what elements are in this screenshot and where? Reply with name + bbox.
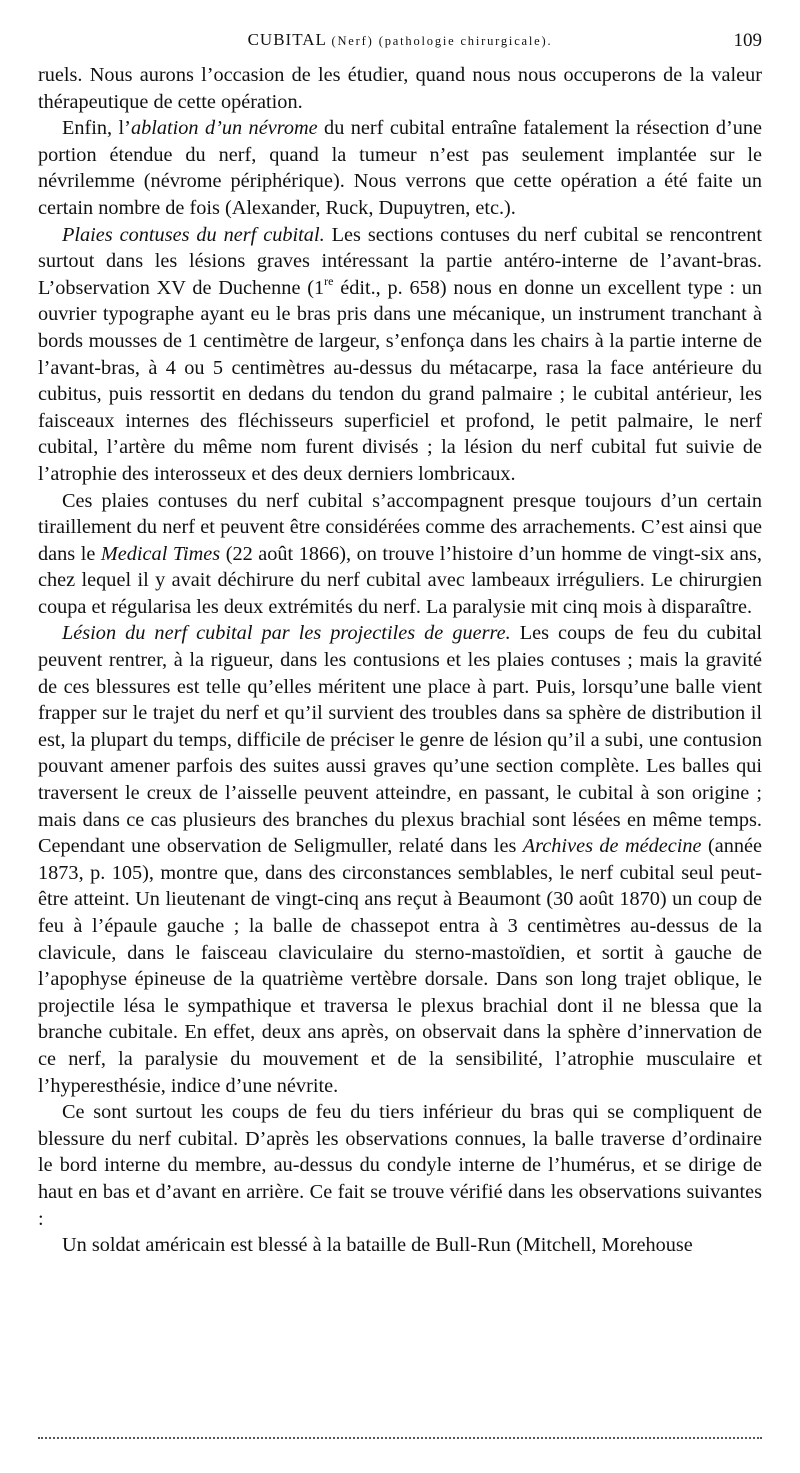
paragraph-4-text-a: Ces plaies contuses du nerf cubital s’accompagnent presque toujours d’un certain tiraillement du nerf et peuvent être considérées comme des arrachements. C’est ainsi que dans le [38, 489, 762, 565]
paragraph-6-text: Ce sont surtout les coups de feu du tiers inférieur du bras qui se compliquent de blessure du nerf cubital. D’après les observations connues, la balle traverse d’ordinaire le bord interne du membre, au-dessus du condyle interne de l’humérus, et se dirige de haut en bas et d’avant en arrière. Ce fait se trouve vérifié dans les observations suivantes : [38, 1101, 762, 1230]
paragraph-4-emphasis: Medical Times [100, 542, 221, 565]
paragraph-7-text: Un soldat américain est blessé à la bataille de Bull-Run (Mitchell, Morehouse [62, 1234, 693, 1257]
paragraph-2-text-a: Enfin, l’ [62, 117, 131, 140]
page-number: 109 [733, 30, 762, 51]
running-header [38, 30, 762, 60]
paragraph-6 [38, 1099, 762, 1232]
header-nerf: (Nerf) [331, 34, 374, 48]
paragraph-5 [38, 620, 762, 1099]
section-heading-plaies-contuses: Plaies contuses du nerf cubital. [62, 223, 325, 246]
paragraph-5-text-a: Les coups de feu du cubital peuvent rentrer, à la rigueur, dans les contusions et les plaies contuses ; mais la gravité de ces blessures est telle qu’elles méritent une place à part. Puis, lorsqu’une balle vient frapper sur le trajet du nerf et qu’il survient des troubles dans sa sphère de distribution il est, la plupart du temps, difficile de préciser le genre de lésion qu’il a subi, une contusion pouvant amener parfois des suites aussi graves qu’une section complète. Les balles qui traversent le creux de l’aisselle peuvent atteindre, en passant, le cubital à son origine ; mais dans ce cas plusieurs des branches du plexus brachial sont lésées en même temps. Cependant une observation de Seligmuller, relaté dans les [38, 622, 762, 858]
paragraph-7 [38, 1232, 762, 1259]
header-title: CUBITAL [247, 30, 327, 49]
paragraph-5-emphasis: Archives de médecine [522, 835, 702, 858]
paragraph-3-superscript: re [324, 273, 334, 288]
paragraph-2 [38, 115, 762, 221]
section-heading-projectiles: Lésion du nerf cubital par les projectiles de guerre. [62, 622, 511, 645]
body-text [38, 62, 762, 1259]
paragraph-2-emphasis: ablation d’un névrome [130, 117, 318, 140]
paragraph-4-text-b: (22 août 1866), on trouve l’histoire d’un homme de vingt-six ans, chez lequel il y avait déchirure du nerf cubital avec lambeaux irréguliers. Le chirurgien coupa et régularisa les deux extrémités du nerf. La paralysie mit cinq mois à disparaître. [38, 542, 762, 618]
paragraph-3-text-b: édit., p. 658) nous en donne un excellent type : un ouvrier typographe ayant eu le bras pris dans une mécanique, un instrument tranchant à bords mousses de 1 centimètre de largeur, s’enfonça dans les chairs à la partie interne de l’avant-bras, à 4 ou 5 centimètres au-dessus du métacarpe, rasa la face antérieure du cubitus, puis ressortit en dedans du tendon du grand palmaire ; le cubital antérieur, les faisceaux internes des fléchisseurs superficiel et profond, le petit palmaire, le nerf cubital, l’artère du même nom furent divisés ; la lésion du nerf cubital fut suivie de l’atrophie des interosseux et des deux derniers lombricaux. [38, 276, 762, 485]
paragraph-4 [38, 488, 762, 621]
paragraph-1-text: ruels. Nous aurons l’occasion de les étudier, quand nous nous occuperons de la valeur thérapeutique de cette opération. [38, 64, 762, 113]
paragraph-3 [38, 222, 762, 488]
footer-dotted-rule [38, 1437, 762, 1439]
paragraph-2-text-b: du nerf cubital entraîne fatalement la résection d’une portion étendue du nerf, quand la tumeur n’est pas seulement implantée sur le névrilemme (névrome périphérique). Nous verrons que cette opération a été faite un certain nombre de fois (Alexander, Ruck, Dupuytren, etc.). [38, 117, 763, 219]
paragraph-1 [38, 62, 762, 115]
paragraph-3-text-a: Les sections contuses du nerf cubital se rencontrent surtout dans les lésions graves intéressant la partie antéro-interne de l’avant-bras. L’observation XV de Duchenne (1 [38, 223, 762, 299]
paragraph-5-text-b: (année 1873, p. 105), montre que, dans des circonstances semblables, le nerf cubital seul peut-être atteint. Un lieutenant de vingt-cinq ans reçut à Beaumont (30 août 1870) un coup de feu à l’épaule gauche ; la balle de chassepot entra à 3 centimètres au-dessus de la clavicule, dans le faisceau claviculaire du sterno-mastoïdien, et sortit à gauche de l’apophyse épineuse de la quatrième vertèbre dorsale. Dans son long trajet oblique, le projectile lésa le sympathique et traversa le plexus brachial dont il ne blessa que la branche cubitale. En effet, deux ans après, on observait dans la sphère d’innervation de ce nerf, la paralysie du mouvement et de la sensibilité, l’atrophie musculaire et l’hyperesthésie, indice d’une névrite. [38, 835, 762, 1097]
running-title [38, 30, 762, 50]
header-pathologie: (pathologie chirurgicale). [378, 34, 553, 48]
